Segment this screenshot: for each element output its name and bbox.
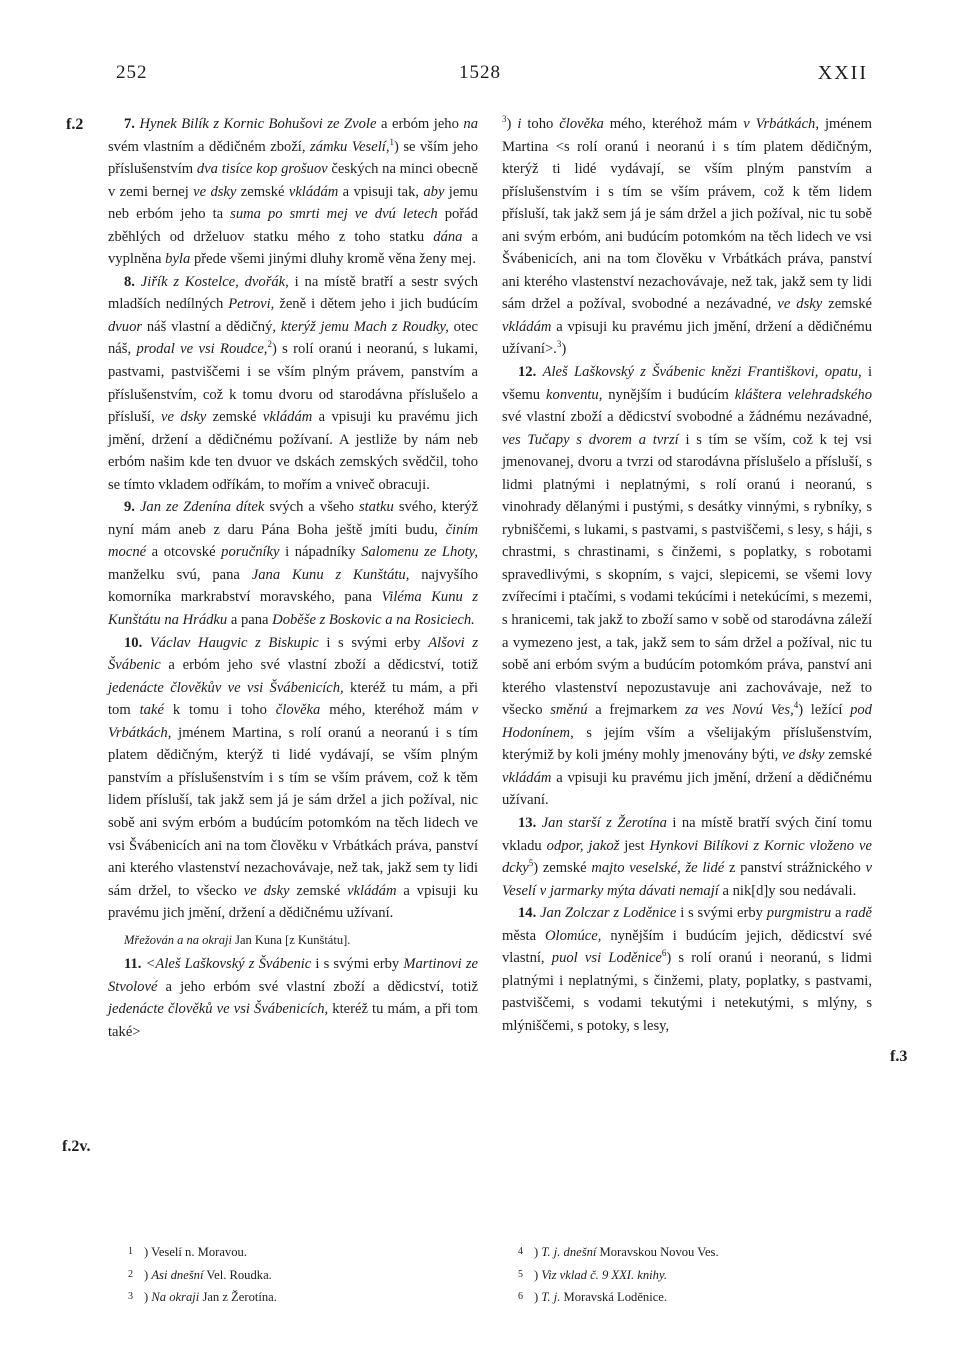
page-number: 252 — [116, 62, 148, 83]
entry-12: 12. Aleš Laškovský z Švábenic knězi Františkovi, opatu, i všemu konventu, nynějším i budúcím kláštera velehradského své vlastní zboží a dědicství svobodné a žádnému nezávadné, ves Tučapy s dvorem a tvrzí i s tím se vším, což k tej vsi jmenovanej, dvoru a tvrzi od starodávna příslušelo a přísluší, s lidmi platnými i neplatnými, s rolí oranú i neoranú, s vinohrady dělanými i pustými, s desátky vinnými, s rybníky, s rybniščemi, s lukami, s pastvami, s pastviščemi, s lesy, s háji, s chrastmi, s chrastinami, s činžemi, s poplatky, s robotami spravedlivými, s skopním, s vajci, slepicemi, se všemi lovy zvířecími i ptačími, s vodami tekúcími i netekúcími, s mezemi, s hranicemi, tak jakž to zboží samo v sobě od starodávna záleží a vymezeno jest, a tak, jakž sem to sám držel a požíval, nic tu sobě ani erbóm svým a budúcím potomkóm práva, panství ani kterého vlastenství nepozustavuje ani zachovávaje, než to všecko směnú a frejmarkem za ves Novú Ves,$^4$) ležící pod Hodonínem, s jejím vším a všelijakým příslušenstvím, kterýmiž by koli jmény mohly jmenovány býti, ve dsky zemské vkládám a vpisuji ku pravému jich jmění, držení a dědičnému užívaní. — [502, 364, 873, 809]
footnote-3: 3 ) Na okraji Jan z Žerotína. — [128, 1290, 277, 1304]
entry-9: 9. Jan ze Zdenína dítek svých a všeho statku svého, kterýž nyní mám aneb z daru Pána Boha ještě jmíti budu, činím mocné a otcovské poručníky i nápadníky Salomenu ze Lhoty, manželku svú, pana Jana Kunu z Kunštátu, najvyšího komorníka markrabství moravského, pana Viléma Kunu z Kunštátu na Hrádku a pana Doběše z Boskovic a na Rosiciech. — [108, 499, 479, 629]
margin-note-f2: f.2 — [66, 116, 84, 133]
footnote-5: 5 ) Viz vklad č. 9 XXI. knihy. — [518, 1267, 668, 1282]
footnote-6: 6 ) T. j. Moravská Loděnice. — [518, 1290, 668, 1304]
left-column — [108, 113, 478, 1043]
footnote-4: 4 ) T. j. dnešní Moravskou Novou Ves. — [518, 1245, 719, 1259]
footnote-1: 1 ) Veselí n. Moravou. — [128, 1245, 247, 1259]
right-column — [502, 113, 872, 1037]
margin-note-f3: f.3 — [890, 1048, 908, 1065]
entry-8: 8. Jiřík z Kostelce, dvořák, i na místě bratří a sestr svých mladších nedílných Petrovi, ženě i dětem jeho i jich budúcím dvuor náš vlastní a dědičný, kterýž jemu Mach z Roudky, otec náš, prodal ve vsi Roudce,$^2$) s rolí oranú i neoranú, s lukami, pastvami, pastviščemi i se vším plným právem, panstvím a příslušenstvím, což k tomu dvoru od starodávna příslušelo a přísluší, ve dsky zemské vkládám a vpisuji ku pravému jich jmění, držení a dědičnému požívaní. A jestliže by nám neb erbóm našim kde ten dvuor ve dskách zemských svědčil, toho se tímto vkladem odříkám, to mořím a vniveč obracuji. — [108, 273, 478, 493]
section-roman-numeral: XXII — [817, 62, 868, 84]
entry-10-margin-remark: Mřežován a na okraji Jan Kuna [z Kunštátu]. — [124, 932, 351, 947]
page-year: 1528 — [459, 62, 501, 83]
entry-11-continued: $^3$) i toho člověka mého, kteréhož mám v Vrbátkách, jménem Martina <s rolí oranú i neoranú i s tím platem dědičným, kterýž ti lidé vydávají, se vším plným panstvím a příslušenstvím i s tím se vším právem, což k těm lidem přísluší, tak jakž sem já je sám držel a jich požíval, nic tu sobě ani svým erbóm, ani budúcím potomkóm na těch lidech ve vsi Švábenicích, ani na tom člověku v Vrbátkách práva, panství ani kterého vlastenství nezachovávaje, než tak, jakž sem ty lidi sám držel a požíval, svobodné a nezávadné, ve dsky zemské vkládám a vpisuji ku pravému jich jmění, držení a dědičnému užívaní>.$^3$) — [502, 114, 872, 358]
margin-note-f2v: f.2v. — [62, 1138, 91, 1155]
entry-13: 13. Jan starší z Žerotína i na místě bratří svých činí tomu vkladu odpor, jakož jest Hynkovi Bilíkovi z Kornic vloženo ve dcky$^5$) zemské majto veselské, že lidé z panství strážnického v Veselí v jarmarky mýta dávati nemají a nik[d]y sou nedávali. — [502, 814, 873, 899]
entry-11: 11. <Aleš Laškovský z Švábenic i s svými erby Martinovi ze Stvolové a jeho erbóm své vlastní zboží a dědicství, totiž jedenácte člověků ve vsi Švábenicích, kteréž tu mám, a při tom také> — [108, 956, 478, 1040]
entry-14: 14. Jan Zolczar z Loděnice i s svými erby purgmistru a radě města Olomúce, nynějším i budúcím jejich, dědicství své vlastní, puol vsi Loděnice$^6$) s rolí oranú i neoranú, s lidmi platnými i neplatnými, s činžemi, platy, poplatky, s pastvami, pastviščemi, s vodami tekutými i netekutými, s mlýny, s mlýniščemi, s potoky, s lesy, — [502, 905, 873, 1034]
footnote-2: 2 ) Asi dnešní Vel. Roudka. — [128, 1267, 272, 1282]
entry-7: 7. Hynek Bilík z Kornic Bohušovi ze Zvole a erbóm jeho na svém vlastním a dědičném zboží, zámku Veselí,$^1$) se vším jeho příslušenstvím dva tisíce kop grošuov českých na minci obecně v zemi bernej ve dsky zemské vkládám a vpisuji tak, aby jemu neb erbóm jeho ta suma po smrti mej ve dvú letech pořád zběhlých od drželuov statku mého z toho statku dána a vyplněna byla přede všemi jinými dluhy kromě věna ženy mej. — [108, 116, 479, 268]
footnotes-left — [128, 1241, 277, 1309]
footnotes-right — [518, 1241, 719, 1309]
entry-10: 10. Václav Haugvic z Biskupic i s svými erby Alšovi z Švábenic a erbóm jeho své vlastní zboží a dědicství, totiž jedenácte člověkův ve vsi Švábenicích, kteréž tu mám, a při tom také k tomu i toho člověka mého, kteréhož mám v Vrbátkách, jménem Martina, s rolí oranú a neoranú i s tím platem dědičným, kterýž ti lidé vydávají, se vším plným panstvím a příslušenstvím i s tím se vším právem, což k těm lidem přísluší, tak jakž sem já je sám držel a jich požíval, nic sobě ani svým erbóm a budúcím potomkóm na těch lidech ve vsi Švábenicích ani na tom člověku v Vrbátkách práva, panství ani kterého vlastenství nezachovávaje, než tak, jakž sem ty lidi sám držel, to všecko ve dsky zemské vkládám a vpisuji ku pravému jich jmění, držení a dědičnému užívaní. — [108, 634, 478, 922]
